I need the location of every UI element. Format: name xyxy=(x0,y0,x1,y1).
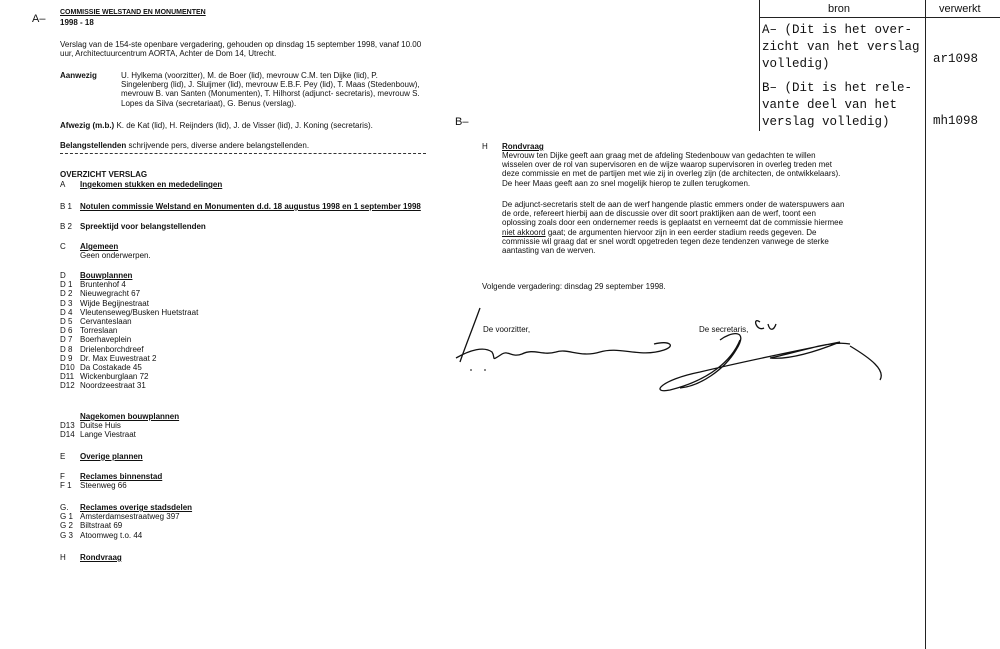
section-c: C Algemeen Geen onderwerpen. xyxy=(60,242,151,261)
absent-text: K. de Kat (lid), H. Reijnders (lid), J. de Visser (lid), J. Koning (secretaris). xyxy=(116,121,373,130)
section-a: A Ingekomen stukken en mededelingen xyxy=(60,180,223,189)
section-b2: B 2 Spreektijd voor belangstellenden xyxy=(60,222,206,231)
list-item: D 4 Vleutenseweg/Busken Huetstraat xyxy=(60,307,199,317)
section-g: G. Reclames overige stadsdelen G 1 Amsterdamsestraatweg 397 G 2 Biltstraat 69 G 3 Atoomweg t.o. 44 xyxy=(60,503,193,540)
not-agreed-text: niet akkoord xyxy=(502,227,546,237)
list-item: D 9 Dr. Max Euwestraat 2 xyxy=(60,353,157,363)
secretary-label: De secretaris, xyxy=(699,325,749,334)
list-item: D 5 Cervanteslaan xyxy=(60,316,132,326)
table-left-rule xyxy=(759,0,760,131)
section-h: H Rondvraag xyxy=(60,553,122,562)
present-label: Aanwezig xyxy=(60,71,97,80)
org-name: COMMISSIE WELSTAND EN MONUMENTEN xyxy=(60,9,206,16)
section-late: Nagekomen bouwplannen D13 Duitse Huis D14 Lange Viestraat xyxy=(60,412,180,440)
list-item: D14 Lange Viestraat xyxy=(60,430,136,440)
list-item: G 3 Atoomweg t.o. 44 xyxy=(60,530,143,540)
list-item: G 1 Amsterdamsestraatweg 397 xyxy=(60,512,180,522)
next-meeting: Volgende vergadering: dinsdag 29 september 1998. xyxy=(482,282,666,291)
col-source-header: bron xyxy=(828,3,851,15)
source-note-a: A– (Dit is het over- zicht van het verslag volledig) xyxy=(762,23,920,71)
divider xyxy=(60,153,426,154)
interested xyxy=(60,141,309,150)
absent-label: Afwezig (m.b.) xyxy=(60,121,115,130)
rondvraag-para1: Mevrouw ten Dijke geeft aan graag met de afdeling Stedenbouw van gedachten te willen wisselen over de rol van supervisoren en de wijze waarop supervisoren in overleg treden met deze commissie en met de partijen met wie zij in overleg zijn (de architecten, de ontwikkelaars). De heer Maas geeft aan zo snel mogelijk hierop te zullen terugkomen. xyxy=(502,151,841,188)
interested-text: schrijvende pers, diverse andere belangstellenden. xyxy=(128,141,310,150)
secretary-signature xyxy=(640,310,900,400)
section-f: F Reclames binnenstad F 1 Steenweg 66 xyxy=(60,472,163,491)
list-item: D 7 Boerhaveplein xyxy=(60,335,132,345)
table-header-rule xyxy=(759,17,1000,18)
report-number: 1998 - 18 xyxy=(60,18,94,27)
intro: Verslag van de 154-ste openbare vergadering, gehouden op dinsdag 15 september 1998, vanaf 10.00 uur, Architectuurcentrum AORTA, Achter de Dom 14, Utrecht. xyxy=(60,40,422,59)
list-item: D 2 Nieuwegracht 67 xyxy=(60,289,141,299)
list-item: D13 Duitse Huis xyxy=(60,421,121,431)
section-d: D Bouwplannen D 1 Bruntenhof 4 D 2 Nieuwegracht 67 D 3 Wijde Begijnestraat D 4 Vleutenseweg/Busken Huetstraat D 5 Cervanteslaan D 6 Torreslaan D 7 Boerhaveplein D 8 Drielenborchdreef D 9 Dr. Max Euwestraat 2 D10 Da Costakade 45 D11 Wickenburglaan 72 D12 Noordzeestraat 31 xyxy=(60,271,199,391)
list-item: D 1 Bruntenhof 4 xyxy=(60,280,126,290)
interested-label: Belangstellenden xyxy=(60,141,127,150)
section-b1: B 1 Notulen commissie Welstand en Monumenten d.d. 18 augustus 1998 en 1 september 1998 xyxy=(60,202,421,211)
list-item: G 2 Biltstraat 69 xyxy=(60,521,123,531)
list-item: D 8 Drielenborchdreef xyxy=(60,344,144,354)
processed-code-b: mh1098 xyxy=(933,114,979,128)
present-list: U. Hylkema (voorzitter), M. de Boer (lid), mevrouw C.M. ten Dijke (lid), P. Singelenberg (lid), J. Sluijmer (lid), mevrouw E.B.F. Pey (lid), T. Maas (Stedenbouw), mevrouw B. van Santen (Monumenten), T. Hilhorst (adjunct- secretaris), mevrouw S. Lopes da Silva (secretariaat), G. Benus (verslag). xyxy=(121,71,420,108)
rondvraag-heading: H Rondvraag xyxy=(482,142,544,151)
source-note-b: B– (Dit is het rele- vante deel van het verslag volledig) xyxy=(762,81,913,129)
margin-mark-b: B– xyxy=(455,116,469,128)
section-e: E Overige plannen xyxy=(60,452,143,461)
list-item: D 6 Torreslaan xyxy=(60,326,118,336)
list-item: D12 Noordzeestraat 31 xyxy=(60,381,146,391)
rondvraag-para2: De adjunct-secretaris stelt de aan de werf hangende plastic emmers onder de waterspuwers aan de orde, refereert hierbij aan de discussie over dit soort praktijken aan de werf, toont een oplossing zoals door een ondernemer reeds is geplaatst en verneemt dat de commissie hiermee niet akkoord gaat; de argumenten hiervoor zijn in een eerder stadium reeds gegeven. De commissie wil graag dat er snel wordt opgetreden tegen deze tendenzen vanwege de sterke aantasting van de werven. xyxy=(502,200,845,255)
chair-label: De voorzitter, xyxy=(483,325,531,334)
overview-title: OVERZICHT VERSLAG xyxy=(60,170,148,179)
col-processed-header: verwerkt xyxy=(939,3,981,15)
margin-mark-a: A– xyxy=(32,13,46,25)
table-column-rule xyxy=(925,0,926,649)
list-item: D11 Wickenburglaan 72 xyxy=(60,372,149,382)
absent xyxy=(60,121,373,130)
list-item: F 1 Steenweg 66 xyxy=(60,481,127,491)
list-item: D10 Da Costakade 45 xyxy=(60,362,142,372)
list-item: D 3 Wijde Begijnestraat xyxy=(60,298,149,308)
processed-code-a: ar1098 xyxy=(933,52,979,66)
